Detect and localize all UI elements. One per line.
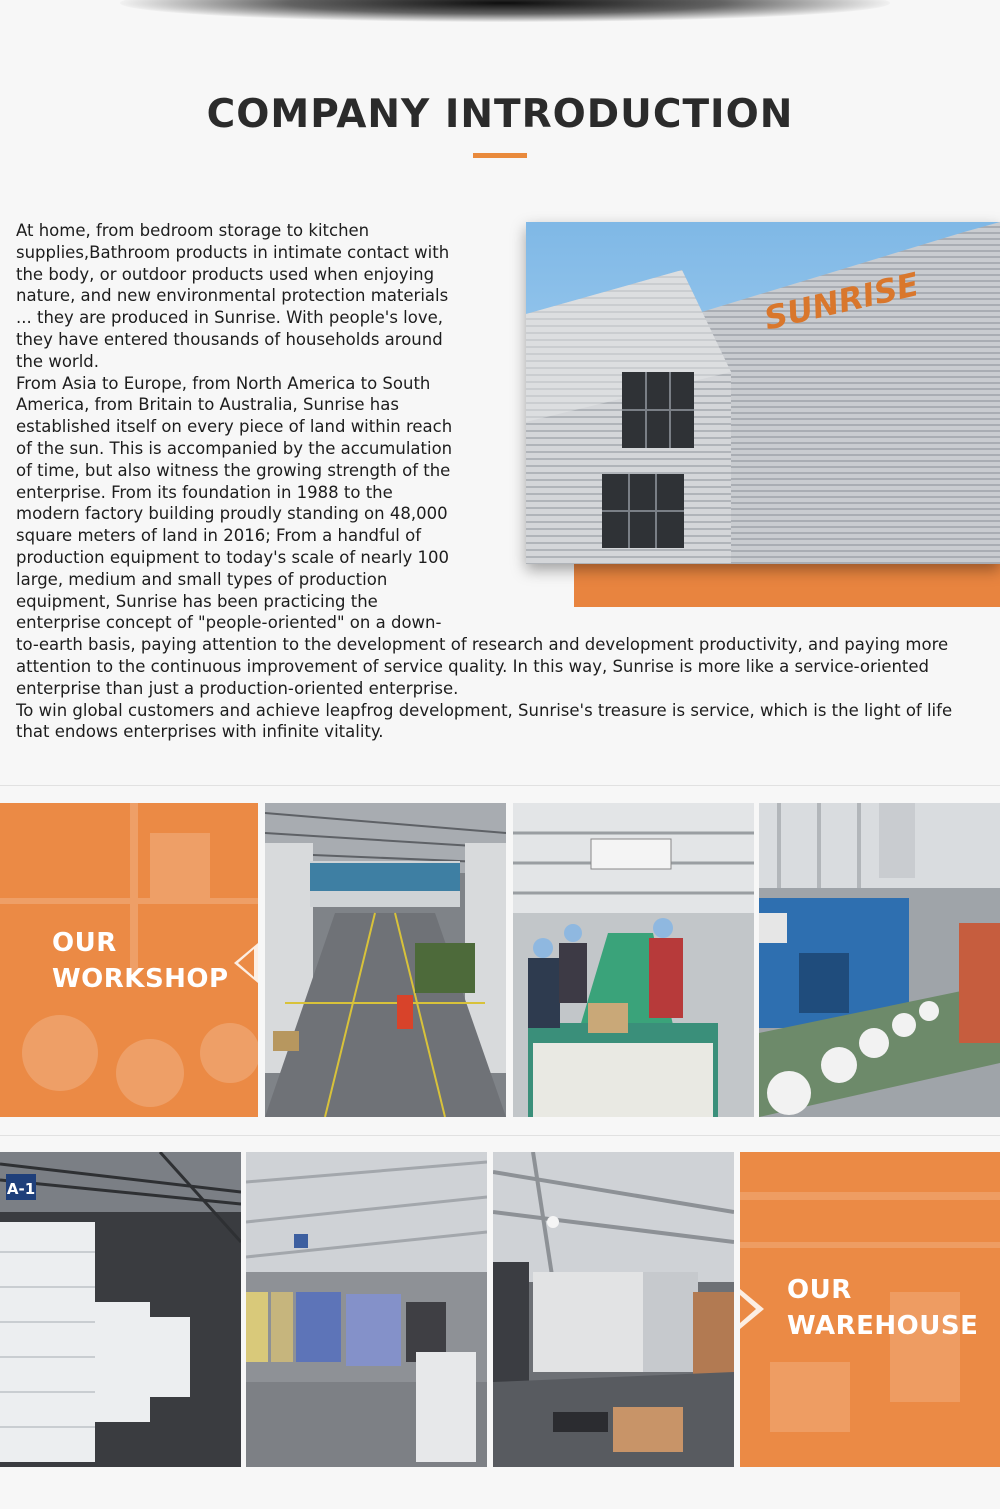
section-divider bbox=[0, 1135, 1000, 1136]
rack-sign: A-1 bbox=[6, 1180, 36, 1198]
warehouse-label-tile bbox=[740, 1152, 1000, 1467]
page-title: COMPANY INTRODUCTION bbox=[206, 92, 794, 137]
intro-paragraph: At home, from bedroom storage to kitchen supplies,Bathroom products in intimate contact with the body, or outdoor products used when enjoying nature, and new environmental protection materials ... they are produced in Sunrise. With people's love, they have entered thousands of households around the world. bbox=[16, 221, 450, 371]
intro-paragraph: From Asia to Europe, from North America to South America, from Britain to Australia, Sunrise has established itself on every piece of land within reach of the sun. This is accompanied by the accumulation of time, but also witness the growing strength of the enterprise. From its foundation in 1988 to the modern factory building proudly standing on 48,000 square meters of land in 2016; From a handful of production equipment to today's scale of nearly 100 large, medium and small types of production equipment, Sunrise has been practicing the enterprise concept of "people-oriented" on a down-to-earth basis, paying attention to the development of research and development productivity, and paying more attention to the continuous improvement of service quality. In this way, Sunrise is more like a service-oriented enterprise than just a production-oriented enterprise. bbox=[16, 373, 949, 698]
workshop-photo-yard bbox=[265, 803, 506, 1117]
workshop-photo-machine bbox=[759, 803, 1000, 1117]
section-divider bbox=[0, 785, 1000, 786]
warehouse-label-line1: OUR bbox=[787, 1275, 852, 1305]
workshop-label-line1: OUR bbox=[52, 928, 117, 958]
intro-paragraph: To win global customers and achieve leapfrog development, Sunrise's treasure is service, which is the light of life that endows enterprises with infinite vitality. bbox=[16, 700, 953, 742]
top-shadow bbox=[120, 0, 890, 22]
warehouse-photo-boxes bbox=[493, 1152, 734, 1467]
workshop-label-line2: WORKSHOP bbox=[52, 964, 229, 994]
warehouse-photo-colors bbox=[246, 1152, 487, 1467]
warehouse-photo-bags bbox=[0, 1152, 241, 1467]
title-underline bbox=[473, 153, 527, 158]
image-spacer bbox=[458, 220, 984, 618]
building-sign: SUNRISE bbox=[760, 265, 923, 338]
intro-text bbox=[16, 220, 984, 743]
workshop-label-tile bbox=[0, 803, 258, 1117]
workshop-photo-assembly bbox=[513, 803, 754, 1117]
warehouse-label-line2: WAREHOUSE bbox=[787, 1311, 979, 1341]
